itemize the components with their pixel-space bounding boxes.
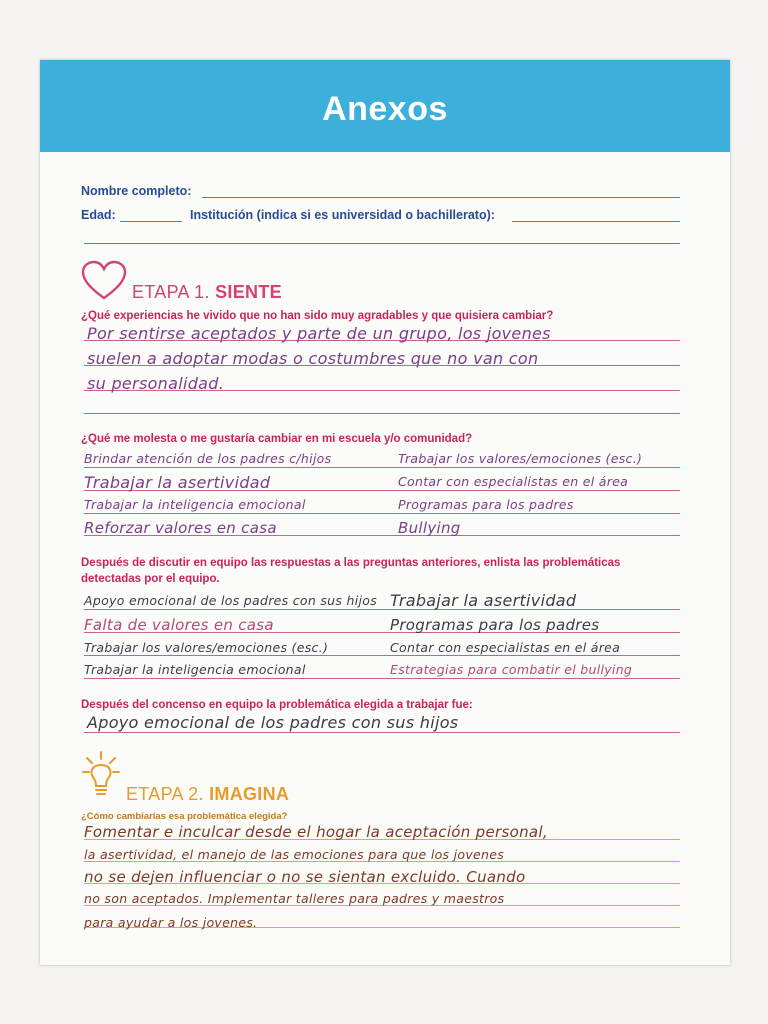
- handwritten-answer-item: Trabajar los valores/emociones (esc.): [398, 451, 643, 466]
- answer-line: [84, 732, 680, 733]
- handwritten-answer-item: Reforzar valores en casa: [84, 519, 277, 537]
- handwritten-answer-line: Fomentar e inculcar desde el hogar la aceptación personal,: [84, 823, 548, 841]
- lightbulb-icon: [82, 750, 120, 802]
- stage2-prefix: ETAPA 2.: [126, 784, 204, 804]
- heart-icon: [80, 260, 128, 302]
- header-banner: [40, 60, 730, 152]
- stage2-name: IMAGINA: [209, 784, 290, 804]
- handwritten-answer-item: Trabajar la inteligencia emocional: [84, 497, 306, 512]
- handwritten-answer-line: la asertividad, el manejo de las emociones para que los jovenes: [84, 847, 505, 862]
- handwritten-answer-item: Contar con especialistas en el área: [390, 640, 621, 655]
- handwritten-answer-item: Brindar atención de los padres c/hijos: [84, 451, 332, 466]
- institution-extra-line[interactable]: [84, 243, 680, 244]
- handwritten-answer-item: Programas para los padres: [398, 497, 574, 512]
- handwritten-answer-line: Por sentirse aceptados y parte de un grupo, los jovenes: [87, 324, 551, 343]
- answer-line: [84, 467, 680, 468]
- handwritten-answer-item: Programas para los padres: [390, 616, 600, 634]
- handwritten-answer-item: Trabajar los valores/emociones (esc.): [84, 640, 329, 655]
- age-label: Edad:: [81, 208, 116, 222]
- stage2-question-1: ¿Cómo cambiarías esa problemática elegida?: [81, 811, 288, 822]
- handwritten-answer-item: Falta de valores en casa: [84, 616, 274, 634]
- institution-field-line[interactable]: [512, 221, 680, 222]
- handwritten-answer-item: Bullying: [398, 519, 461, 537]
- stage2-heading: [126, 784, 289, 805]
- stage1-name: SIENTE: [215, 282, 282, 302]
- handwritten-final-answer: Apoyo emocional de los padres con sus hijos: [87, 713, 459, 732]
- stage1-question-2: ¿Qué me molesta o me gustaría cambiar en mi escuela y/o comunidad?: [81, 433, 473, 445]
- handwritten-answer-item: Contar con especialistas en el área: [398, 474, 629, 489]
- answer-line: [84, 655, 680, 656]
- age-field-line[interactable]: [120, 221, 182, 222]
- answer-line: [84, 609, 680, 610]
- stage1-prefix: ETAPA 1.: [132, 282, 210, 302]
- handwritten-answer-line: no son aceptados. Implementar talleres para padres y maestros: [84, 891, 505, 906]
- handwritten-answer-item: Trabajar la asertividad: [390, 591, 577, 610]
- stage1-heading: [132, 282, 282, 303]
- handwritten-answer-line: para ayudar a los jovenes.: [84, 915, 258, 930]
- answer-line: [84, 413, 680, 414]
- stage1-question-4: Después del concenso en equipo la problemática elegida a trabajar fue:: [81, 699, 473, 711]
- answer-line: [84, 513, 680, 514]
- institution-label: Institución (indica si es universidad o bachillerato):: [190, 208, 495, 222]
- answer-line: [84, 678, 680, 679]
- handwritten-answer-item: Apoyo emocional de los padres con sus hijos: [84, 593, 378, 608]
- handwritten-answer-item: Estrategias para combatir el bullying: [390, 662, 633, 677]
- worksheet-page: [40, 60, 730, 965]
- page-title: Anexos: [322, 90, 448, 128]
- handwritten-answer-item: Trabajar la asertividad: [84, 473, 271, 492]
- handwritten-answer-line: no se dejen influenciar o no se sientan excluido. Cuando: [84, 868, 526, 886]
- name-label: Nombre completo:: [81, 184, 192, 198]
- name-field-line[interactable]: [202, 197, 680, 198]
- handwritten-answer-line: su personalidad.: [87, 374, 225, 393]
- handwritten-answer-line: suelen a adoptar modas o costumbres que no van con: [87, 349, 539, 368]
- handwritten-answer-item: Trabajar la inteligencia emocional: [84, 662, 306, 677]
- stage1-question-3: Después de discutir en equipo las respuestas a las preguntas anteriores, enlista las problemáticas detectadas por el equipo.: [81, 557, 621, 585]
- stage1-question-1: ¿Qué experiencias he vivido que no han sido muy agradables y que quisiera cambiar?: [81, 310, 554, 322]
